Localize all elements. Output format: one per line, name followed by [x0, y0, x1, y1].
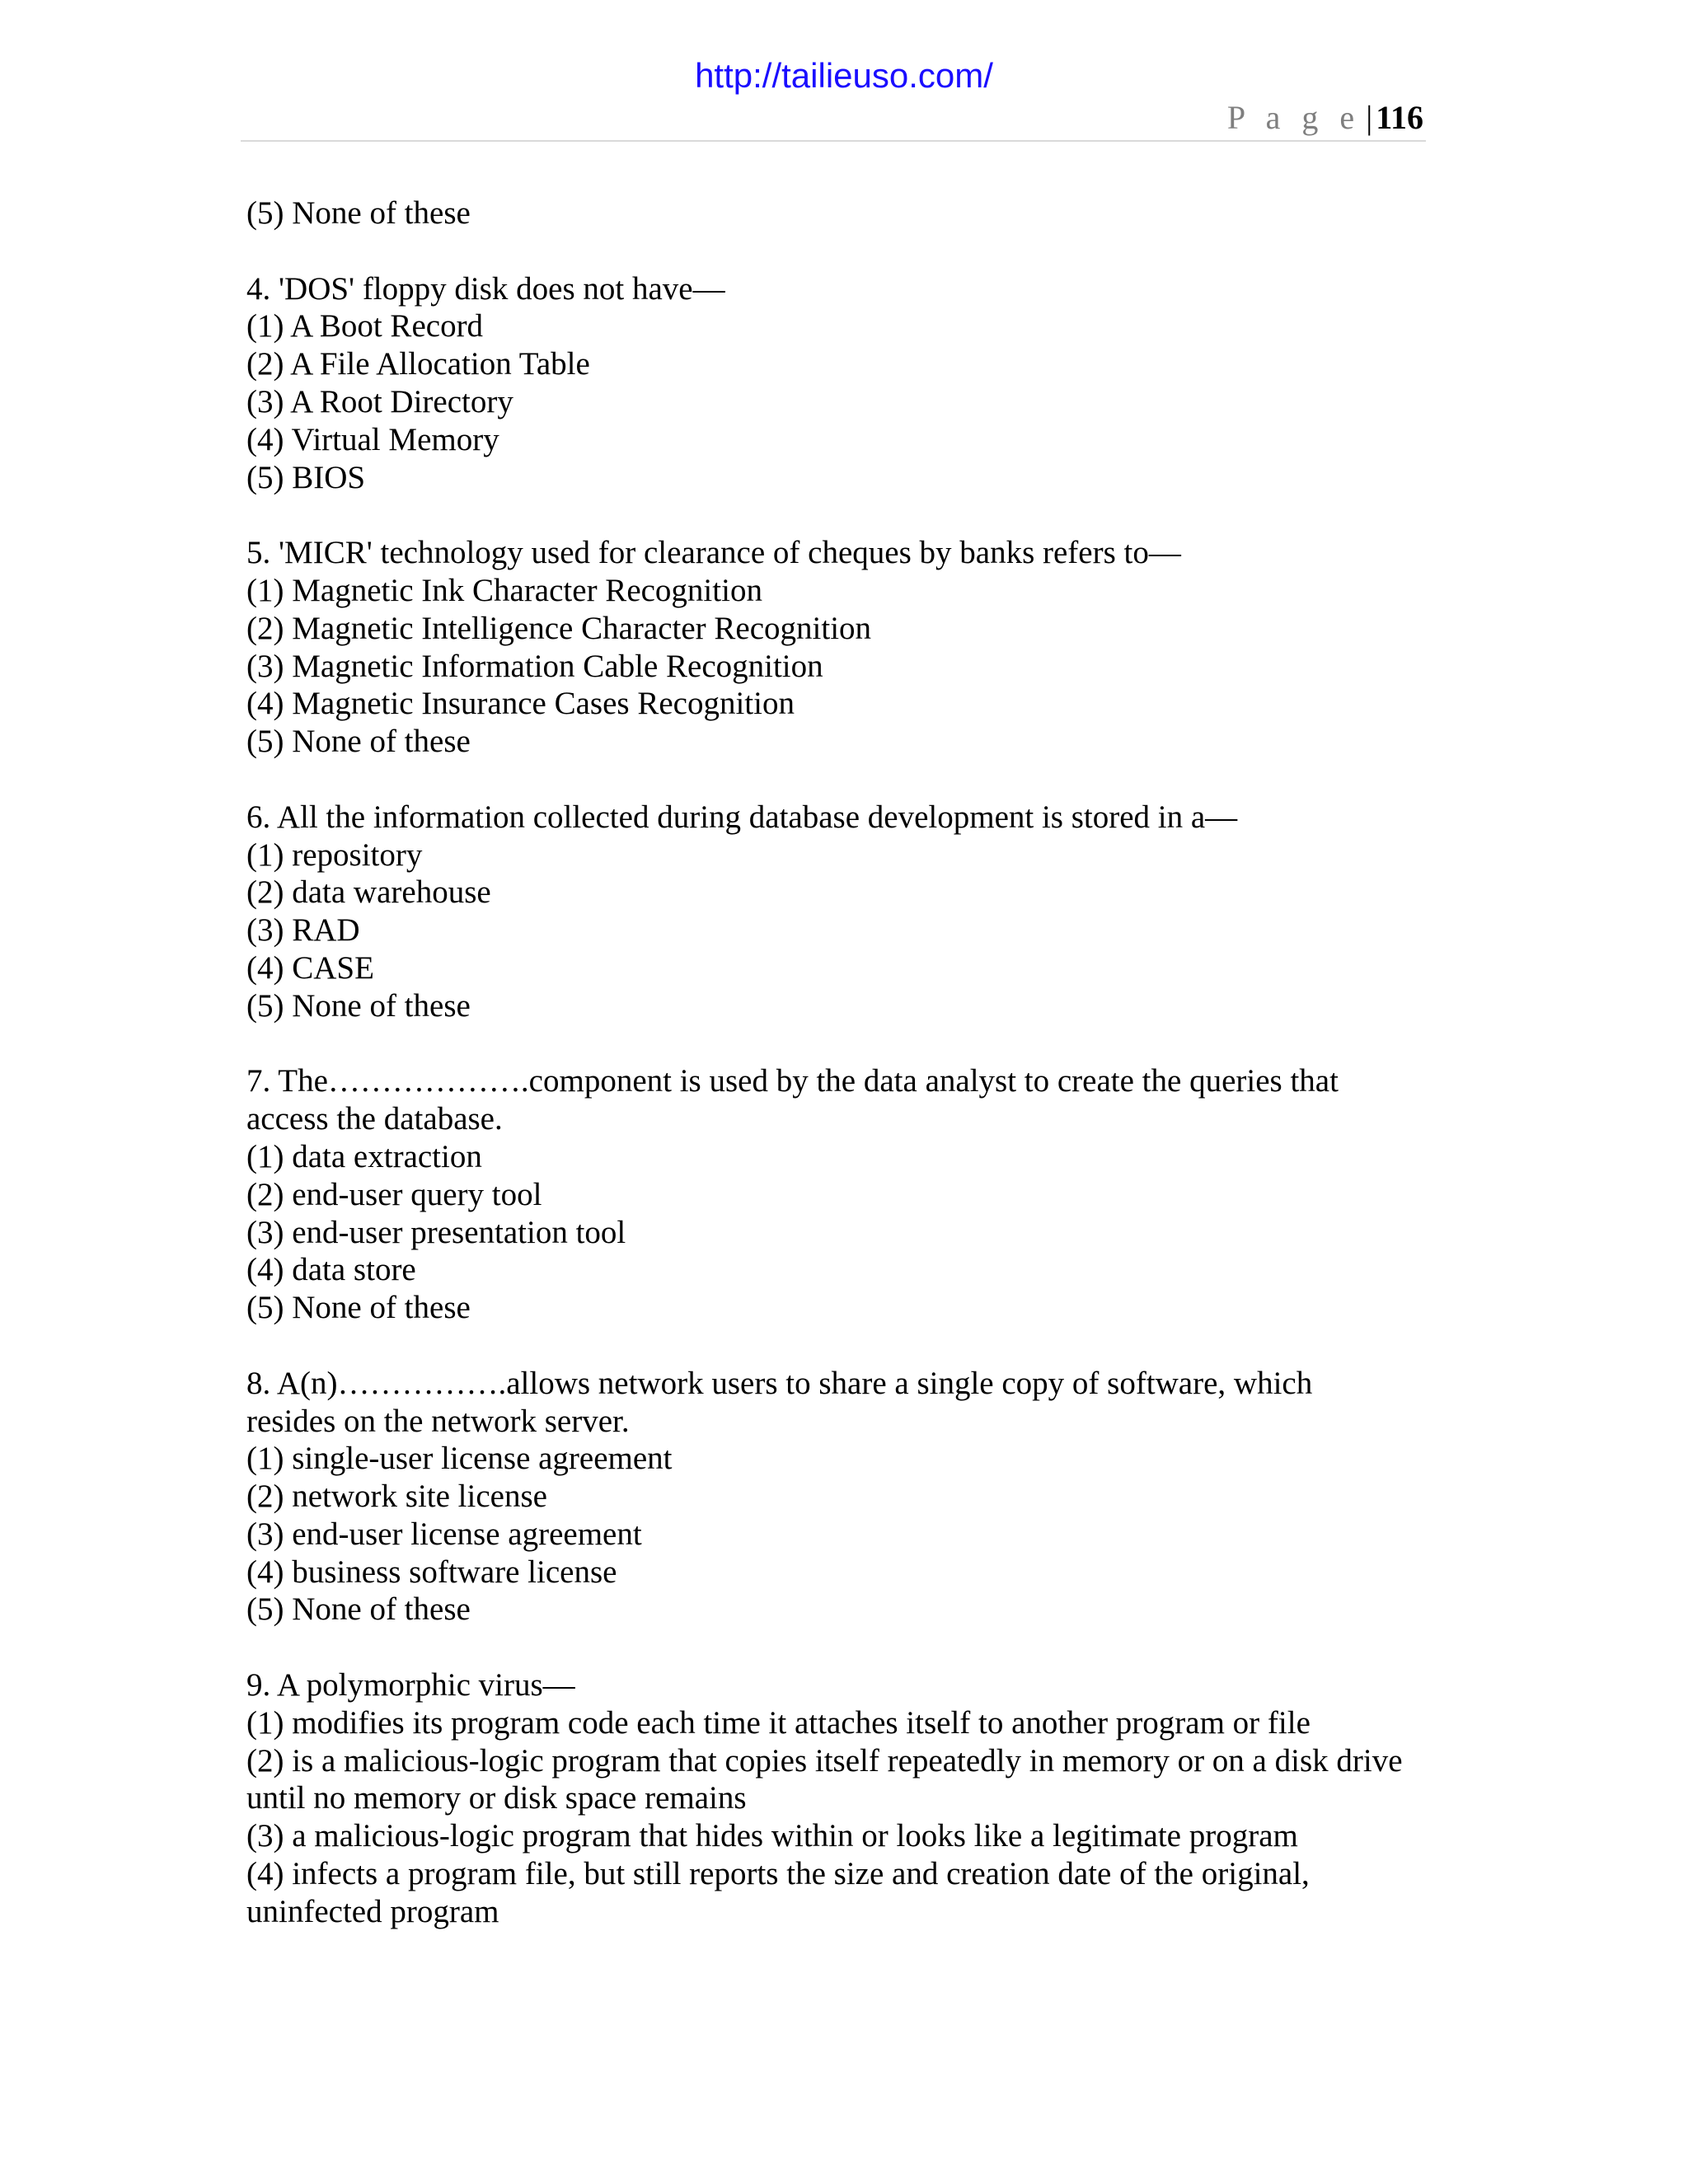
question-block	[246, 1365, 1433, 1629]
document-body	[246, 194, 1433, 1931]
option: (2) end-user query tool	[246, 1176, 542, 1212]
option: (5) BIOS	[246, 459, 366, 495]
page-number: 116	[1376, 99, 1423, 136]
spacer	[246, 761, 1433, 799]
question-text: 6. All the information collected during database development is stored in a—	[246, 799, 1238, 835]
option: (5) None of these	[246, 1290, 471, 1326]
option: (5) None of these	[246, 1591, 471, 1628]
option: (3) Magnetic Information Cable Recognition	[246, 648, 823, 684]
question-text: 5. 'MICR' technology used for clearance of cheques by banks refers to—	[246, 535, 1181, 571]
spacer	[246, 1327, 1433, 1365]
option: (4) data store	[246, 1252, 416, 1288]
question-text: 4. 'DOS' floppy disk does not have—	[246, 270, 725, 307]
page-separator: |	[1366, 99, 1373, 136]
option: (3) RAD	[246, 912, 360, 949]
option: (1) A Boot Record	[246, 308, 484, 344]
option: (4) Virtual Memory	[246, 421, 499, 457]
option: (1) repository	[246, 837, 423, 873]
option: (2) Magnetic Intelligence Character Recognition	[246, 610, 872, 646]
option: (4) Magnetic Insurance Cases Recognition	[246, 686, 795, 722]
spacer	[246, 232, 1433, 270]
header-divider	[241, 140, 1426, 142]
option: (4) CASE	[246, 949, 374, 986]
option: (5) None of these	[246, 987, 471, 1024]
question-block	[246, 270, 1433, 497]
option: (2) data warehouse	[246, 874, 491, 911]
header-url-link[interactable]: http://tailieuso.com/	[695, 56, 993, 95]
question-block	[246, 1666, 1433, 1931]
option: (3) A Root Directory	[246, 383, 513, 419]
option: (1) modifies its program code each time it attaches itself to another program or file	[246, 1704, 1311, 1741]
option-continued: uninfected program	[246, 1893, 499, 1929]
option: (1) single-user license agreement	[246, 1441, 673, 1477]
option: (3) end-user license agreement	[246, 1516, 642, 1552]
option: (1) data extraction	[246, 1138, 482, 1174]
spacer	[246, 496, 1433, 534]
option-continued: until no memory or disk space remains	[246, 1780, 747, 1816]
option: (3) end-user presentation tool	[246, 1214, 626, 1250]
question-block	[246, 799, 1433, 1025]
option: (1) Magnetic Ink Character Recognition	[246, 572, 762, 608]
question-text: 8. A(n)…………….allows network users to share a single copy of software, which	[246, 1365, 1313, 1401]
question-block	[246, 534, 1433, 761]
option: (2) network site license	[246, 1479, 547, 1515]
option: (5) None of these	[246, 724, 471, 760]
carryover-option: (5) None of these	[246, 195, 471, 231]
question-text-continued: access the database.	[246, 1101, 503, 1137]
option: (2) A File Allocation Table	[246, 346, 590, 382]
question-text: 9. A polymorphic virus—	[246, 1667, 575, 1704]
page-number-indicator	[1227, 97, 1423, 138]
question-block	[246, 1062, 1433, 1327]
page-label: P a g e	[1226, 99, 1362, 136]
option: (3) a malicious-logic program that hides within or looks like a legitimate program	[246, 1818, 1298, 1854]
spacer	[246, 1629, 1433, 1666]
question-text-continued: resides on the network server.	[246, 1403, 630, 1439]
option: (4) infects a program file, but still reports the size and creation date of the original,	[246, 1856, 1310, 1892]
question-text: 7. The……………….component is used by the data analyst to create the queries that	[246, 1063, 1339, 1099]
option: (4) business software license	[246, 1554, 617, 1590]
spacer	[246, 1025, 1433, 1063]
option: (2) is a malicious-logic program that copies itself repeatedly in memory or on a disk drive	[246, 1742, 1403, 1779]
